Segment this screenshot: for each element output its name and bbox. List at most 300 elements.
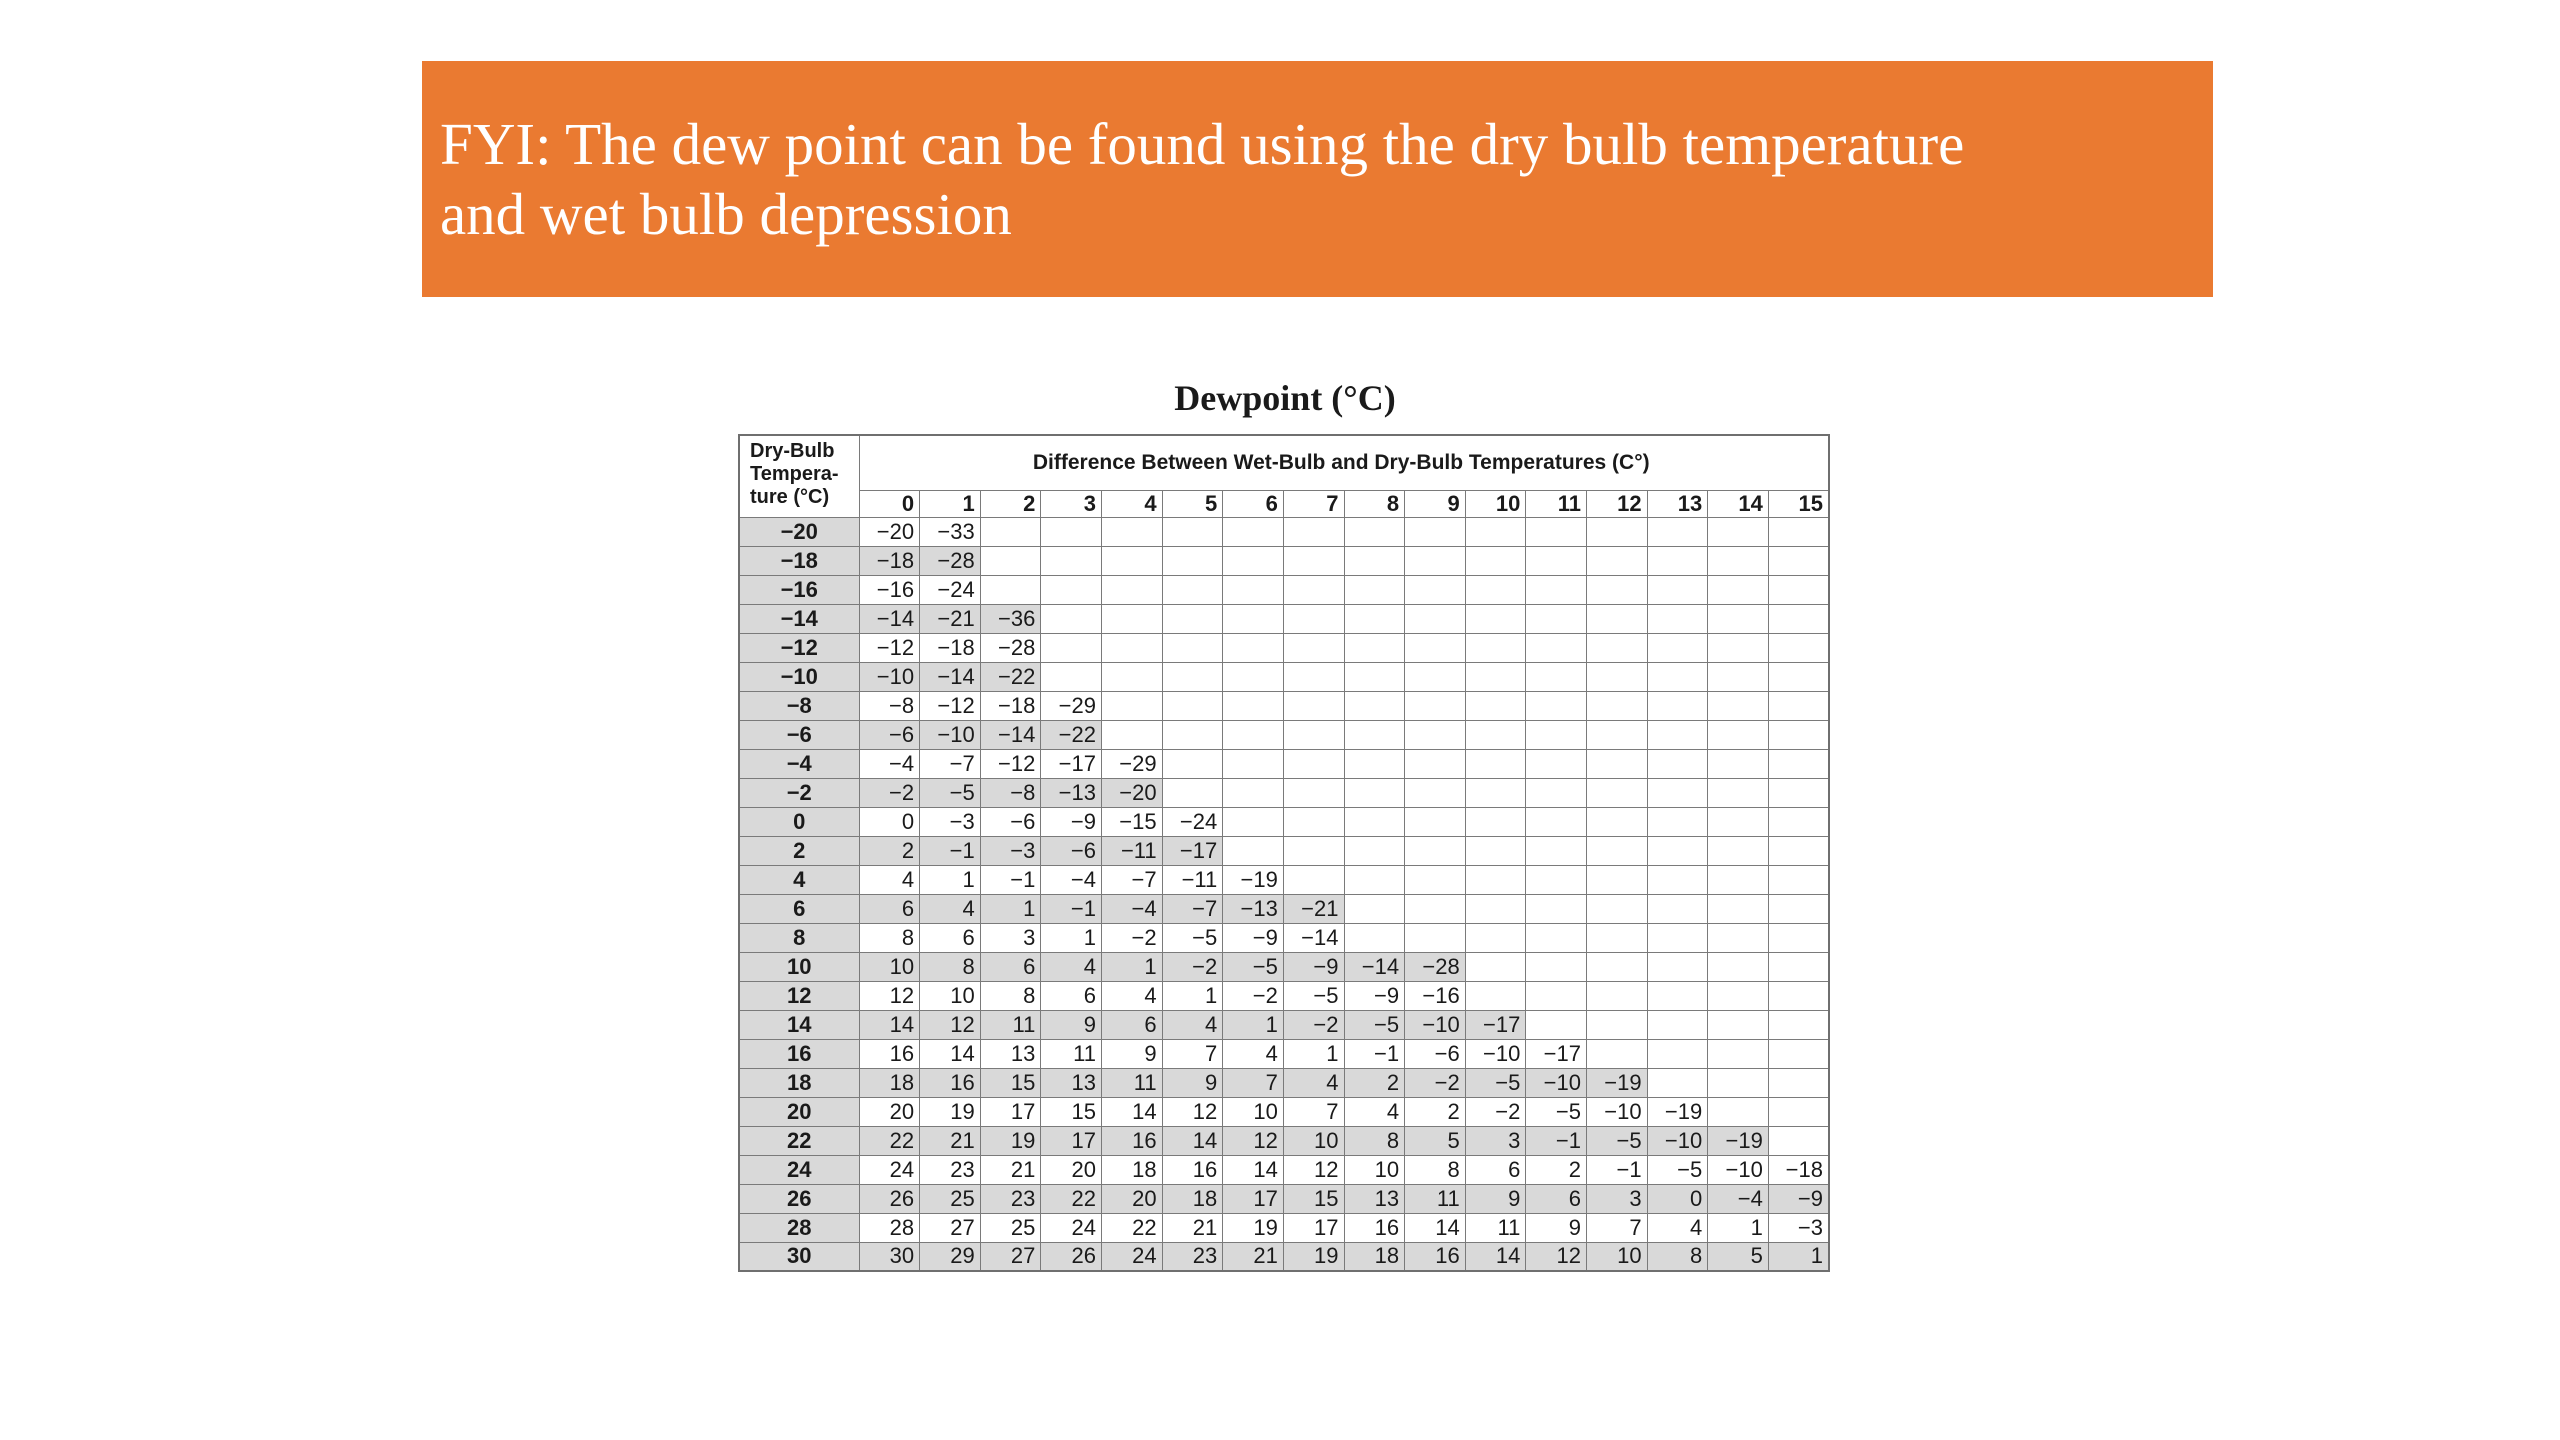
dewpoint-cell: −12 [980,749,1041,778]
column-header-row [739,490,1829,517]
dewpoint-cell: −4 [859,749,920,778]
dewpoint-cell: −2 [1223,981,1284,1010]
dewpoint-cell: 12 [1283,1155,1344,1184]
dry-bulb-cell: 12 [739,981,859,1010]
dewpoint-cell: −5 [1344,1010,1405,1039]
dewpoint-cell: 4 [859,865,920,894]
empty-cell [1526,807,1587,836]
empty-cell [1587,923,1648,952]
dewpoint-cell: 1 [1223,1010,1284,1039]
empty-cell [1708,1068,1769,1097]
empty-cell [1768,546,1829,575]
dewpoint-cell: 3 [1587,1184,1648,1213]
dewpoint-cell: 1 [1768,1242,1829,1271]
dewpoint-table [738,434,1830,1272]
dewpoint-cell: 10 [1587,1242,1648,1271]
dewpoint-cell: −9 [1223,923,1284,952]
dewpoint-cell: 29 [920,1242,981,1271]
dry-bulb-cell: 2 [739,836,859,865]
empty-cell [1102,662,1163,691]
dewpoint-cell: 18 [859,1068,920,1097]
empty-cell [1587,633,1648,662]
empty-cell [1283,778,1344,807]
dewpoint-cell: −5 [920,778,981,807]
dry-bulb-cell: 16 [739,1039,859,1068]
empty-cell [1283,807,1344,836]
dewpoint-cell: −21 [1283,894,1344,923]
table-row [739,981,1829,1010]
empty-cell [1647,633,1708,662]
dewpoint-cell: −28 [980,633,1041,662]
dewpoint-cell: −19 [1647,1097,1708,1126]
empty-cell [1465,749,1526,778]
dewpoint-cell: 11 [1041,1039,1102,1068]
empty-cell [1041,604,1102,633]
empty-cell [1223,720,1284,749]
empty-cell [1647,1010,1708,1039]
column-header-15: 15 [1768,490,1829,517]
empty-cell [1647,981,1708,1010]
empty-cell [1647,836,1708,865]
empty-cell [1587,1010,1648,1039]
dewpoint-cell: 4 [1344,1097,1405,1126]
dry-bulb-cell: 14 [739,1010,859,1039]
empty-cell [1708,952,1769,981]
empty-cell [1768,633,1829,662]
dewpoint-cell: −3 [920,807,981,836]
empty-cell [1587,836,1648,865]
dewpoint-cell: 16 [859,1039,920,1068]
dewpoint-cell: 8 [1647,1242,1708,1271]
dry-bulb-cell: −20 [739,517,859,546]
dewpoint-cell: 24 [859,1155,920,1184]
dewpoint-cell: 25 [980,1213,1041,1242]
dewpoint-cell: 1 [1162,981,1223,1010]
dewpoint-cell: 1 [1102,952,1163,981]
dewpoint-cell: −5 [1162,923,1223,952]
dewpoint-cell: 13 [980,1039,1041,1068]
column-header-13: 13 [1647,490,1708,517]
dewpoint-cell: −21 [920,604,981,633]
empty-cell [1465,604,1526,633]
column-header-3: 3 [1041,490,1102,517]
empty-cell [1647,952,1708,981]
dewpoint-cell: 4 [1283,1068,1344,1097]
empty-cell [1647,894,1708,923]
dewpoint-cell: −10 [1647,1126,1708,1155]
dewpoint-cell: −16 [859,575,920,604]
table-row [739,836,1829,865]
empty-cell [1526,836,1587,865]
empty-cell [1647,604,1708,633]
empty-cell [1344,778,1405,807]
empty-cell [1405,865,1466,894]
empty-cell [1708,1097,1769,1126]
empty-cell [1587,894,1648,923]
empty-cell [1405,575,1466,604]
dry-bulb-cell: 22 [739,1126,859,1155]
empty-cell [1162,720,1223,749]
empty-cell [1587,604,1648,633]
dewpoint-cell: 1 [920,865,981,894]
dewpoint-cell: −6 [859,720,920,749]
empty-cell [1162,604,1223,633]
dewpoint-cell: −1 [980,865,1041,894]
dewpoint-cell: 5 [1708,1242,1769,1271]
dewpoint-cell: −4 [1708,1184,1769,1213]
empty-cell [1526,923,1587,952]
empty-cell [1102,575,1163,604]
dewpoint-cell: 6 [980,952,1041,981]
dewpoint-cell: −9 [1768,1184,1829,1213]
table-row [739,604,1829,633]
dewpoint-cell: 12 [859,981,920,1010]
empty-cell [1587,517,1648,546]
dewpoint-cell: −10 [1526,1068,1587,1097]
dewpoint-cell: −1 [1041,894,1102,923]
dry-bulb-cell: −14 [739,604,859,633]
column-header-9: 9 [1405,490,1466,517]
empty-cell [1344,923,1405,952]
dewpoint-cell: 21 [1223,1242,1284,1271]
dry-bulb-cell: 26 [739,1184,859,1213]
dewpoint-cell: 12 [1223,1126,1284,1155]
dewpoint-cell: −3 [980,836,1041,865]
empty-cell [1465,894,1526,923]
empty-cell [1768,604,1829,633]
dry-bulb-cell: 10 [739,952,859,981]
dewpoint-cell: 8 [920,952,981,981]
dry-bulb-header-label: Dry-Bulb Tempera- ture (°C) [750,440,839,508]
dry-bulb-cell: −12 [739,633,859,662]
empty-cell [1768,923,1829,952]
empty-cell [1344,807,1405,836]
empty-cell [1647,662,1708,691]
dewpoint-cell: −14 [859,604,920,633]
dry-bulb-cell: 4 [739,865,859,894]
empty-cell [1647,517,1708,546]
dewpoint-cell: −5 [1647,1155,1708,1184]
dewpoint-cell: 4 [1223,1039,1284,1068]
empty-cell [1768,1068,1829,1097]
table-row [739,517,1829,546]
empty-cell [1708,923,1769,952]
empty-cell [1223,691,1284,720]
empty-cell [1344,691,1405,720]
column-header-4: 4 [1102,490,1163,517]
column-header-2: 2 [980,490,1041,517]
table-row [739,546,1829,575]
column-header-8: 8 [1344,490,1405,517]
empty-cell [1162,517,1223,546]
dewpoint-cell: 21 [1162,1213,1223,1242]
empty-cell [1526,952,1587,981]
empty-cell [1768,1010,1829,1039]
empty-cell [1708,894,1769,923]
dewpoint-cell: −14 [920,662,981,691]
table-row [739,720,1829,749]
dewpoint-cell: 15 [980,1068,1041,1097]
empty-cell [1465,720,1526,749]
dry-bulb-header [739,435,859,517]
dewpoint-cell: 6 [920,923,981,952]
dewpoint-cell: −5 [1587,1126,1648,1155]
column-header-5: 5 [1162,490,1223,517]
dewpoint-cell: 9 [1041,1010,1102,1039]
empty-cell [1708,604,1769,633]
dry-bulb-cell: 24 [739,1155,859,1184]
dewpoint-cell: −6 [1041,836,1102,865]
dewpoint-cell: 28 [859,1213,920,1242]
dewpoint-cell: 19 [1223,1213,1284,1242]
empty-cell [1344,546,1405,575]
empty-cell [1768,952,1829,981]
dewpoint-cell: −10 [1465,1039,1526,1068]
empty-cell [1708,1039,1769,1068]
empty-cell [1587,981,1648,1010]
empty-cell [1344,720,1405,749]
table-row [739,1039,1829,1068]
dewpoint-cell: 11 [1405,1184,1466,1213]
dewpoint-cell: −33 [920,517,981,546]
dewpoint-cell: −10 [1587,1097,1648,1126]
dewpoint-cell: −9 [1283,952,1344,981]
empty-cell [1526,865,1587,894]
empty-cell [1465,923,1526,952]
dewpoint-cell: 7 [1162,1039,1223,1068]
dewpoint-cell: 21 [920,1126,981,1155]
dewpoint-cell: 1 [1708,1213,1769,1242]
empty-cell [1283,575,1344,604]
dewpoint-cell: −17 [1526,1039,1587,1068]
empty-cell [1465,981,1526,1010]
empty-cell [1162,749,1223,778]
empty-cell [1102,720,1163,749]
dewpoint-cell: 15 [1283,1184,1344,1213]
dewpoint-cell: 0 [1647,1184,1708,1213]
empty-cell [1708,807,1769,836]
dewpoint-cell: 3 [1465,1126,1526,1155]
table-row [739,749,1829,778]
empty-cell [1768,691,1829,720]
empty-cell [1041,517,1102,546]
empty-cell [1465,691,1526,720]
empty-cell [1465,575,1526,604]
dewpoint-cell: −13 [1041,778,1102,807]
dewpoint-cell: 4 [1162,1010,1223,1039]
dewpoint-cell: 4 [1102,981,1163,1010]
dewpoint-cell: 2 [1405,1097,1466,1126]
dewpoint-cell: −2 [1465,1097,1526,1126]
empty-cell [1344,894,1405,923]
dewpoint-cell: −18 [859,546,920,575]
dewpoint-cell: 4 [1647,1213,1708,1242]
dewpoint-cell: 5 [1405,1126,1466,1155]
table-row [739,1126,1829,1155]
table-row [739,1155,1829,1184]
empty-cell [1647,1039,1708,1068]
dewpoint-cell: −29 [1102,749,1163,778]
empty-cell [980,575,1041,604]
dewpoint-cell: −1 [1587,1155,1648,1184]
column-header-6: 6 [1223,490,1284,517]
dewpoint-cell: −4 [1102,894,1163,923]
column-header-7: 7 [1283,490,1344,517]
dewpoint-cell: 12 [920,1010,981,1039]
dewpoint-cell: 13 [1041,1068,1102,1097]
empty-cell [1768,836,1829,865]
empty-cell [1587,575,1648,604]
dewpoint-cell: 12 [1526,1242,1587,1271]
dewpoint-cell: −22 [1041,720,1102,749]
empty-cell [1708,633,1769,662]
empty-cell [1223,575,1284,604]
dewpoint-cell: 0 [859,807,920,836]
dewpoint-cell: 16 [1405,1242,1466,1271]
empty-cell [1647,575,1708,604]
dewpoint-cell: 19 [920,1097,981,1126]
dewpoint-cell: 14 [1465,1242,1526,1271]
dewpoint-cell: 8 [1344,1126,1405,1155]
empty-cell [1223,604,1284,633]
dewpoint-cell: 14 [1162,1126,1223,1155]
empty-cell [1344,517,1405,546]
empty-cell [1283,691,1344,720]
dewpoint-cell: −11 [1162,865,1223,894]
empty-cell [980,546,1041,575]
dry-bulb-cell: −10 [739,662,859,691]
empty-cell [1162,546,1223,575]
empty-cell [1587,778,1648,807]
dewpoint-cell: 18 [1162,1184,1223,1213]
dewpoint-cell: 4 [920,894,981,923]
empty-cell [1768,981,1829,1010]
empty-cell [1526,1010,1587,1039]
empty-cell [1768,778,1829,807]
dewpoint-cell: −5 [1465,1068,1526,1097]
dewpoint-cell: 9 [1526,1213,1587,1242]
empty-cell [1465,517,1526,546]
title-banner [422,61,2213,297]
table-row [739,575,1829,604]
empty-cell [1465,778,1526,807]
empty-cell [1768,749,1829,778]
empty-cell [1162,778,1223,807]
dewpoint-cell: 19 [980,1126,1041,1155]
empty-cell [1041,575,1102,604]
dewpoint-cell: 14 [920,1039,981,1068]
dewpoint-cell: −2 [1162,952,1223,981]
empty-cell [1405,604,1466,633]
empty-cell [1223,517,1284,546]
dewpoint-cell: −5 [1283,981,1344,1010]
empty-cell [1405,633,1466,662]
dewpoint-cell: −6 [980,807,1041,836]
empty-cell [1223,836,1284,865]
empty-cell [1708,836,1769,865]
empty-cell [1223,546,1284,575]
dewpoint-cell: −5 [1223,952,1284,981]
dewpoint-cell: −1 [920,836,981,865]
dewpoint-cell: 23 [920,1155,981,1184]
empty-cell [1526,662,1587,691]
empty-cell [1344,575,1405,604]
dewpoint-cell: −36 [980,604,1041,633]
dry-bulb-cell: −18 [739,546,859,575]
empty-cell [1526,633,1587,662]
dewpoint-cell: 16 [1344,1213,1405,1242]
dewpoint-cell: −7 [1162,894,1223,923]
empty-cell [1526,749,1587,778]
dewpoint-cell: 9 [1465,1184,1526,1213]
dewpoint-cell: 1 [1283,1039,1344,1068]
empty-cell [1041,633,1102,662]
empty-cell [1344,633,1405,662]
empty-cell [1526,981,1587,1010]
dewpoint-cell: −5 [1526,1097,1587,1126]
empty-cell [1647,865,1708,894]
empty-cell [1162,575,1223,604]
dewpoint-cell: 12 [1162,1097,1223,1126]
dewpoint-cell: 27 [980,1242,1041,1271]
empty-cell [1768,807,1829,836]
empty-cell [1526,604,1587,633]
empty-cell [1283,865,1344,894]
dewpoint-cell: 9 [1102,1039,1163,1068]
empty-cell [1223,749,1284,778]
dewpoint-cell: 18 [1344,1242,1405,1271]
dewpoint-cell: 22 [859,1126,920,1155]
dewpoint-cell: 3 [980,923,1041,952]
table-row [739,1010,1829,1039]
empty-cell [1465,662,1526,691]
empty-cell [1405,749,1466,778]
dewpoint-cell: 2 [859,836,920,865]
column-header-1: 1 [920,490,981,517]
dewpoint-cell: 22 [1102,1213,1163,1242]
table-row [739,865,1829,894]
dewpoint-cell: −22 [980,662,1041,691]
table-row [739,1068,1829,1097]
dry-bulb-cell: −8 [739,691,859,720]
empty-cell [1405,546,1466,575]
empty-cell [1405,517,1466,546]
table-row [739,691,1829,720]
empty-cell [1768,894,1829,923]
dewpoint-cell: −17 [1465,1010,1526,1039]
dewpoint-cell: −9 [1041,807,1102,836]
wet-bulb-depression-header: Difference Between Wet-Bulb and Dry-Bulb Temperatures (C°) [859,435,1829,490]
dewpoint-cell: −9 [1344,981,1405,1010]
column-header-12: 12 [1587,490,1648,517]
dewpoint-cell: −19 [1708,1126,1769,1155]
dewpoint-cell: 24 [1102,1242,1163,1271]
dewpoint-cell: −17 [1162,836,1223,865]
dewpoint-cell: −2 [1283,1010,1344,1039]
table-title: Dewpoint (°C) [1174,378,1396,418]
dewpoint-cell: 8 [859,923,920,952]
dewpoint-cell: 10 [1223,1097,1284,1126]
empty-cell [1405,836,1466,865]
dewpoint-cell: 19 [1283,1242,1344,1271]
empty-cell [1102,517,1163,546]
dewpoint-cell: 8 [980,981,1041,1010]
empty-cell [1102,604,1163,633]
empty-cell [1405,923,1466,952]
empty-cell [980,517,1041,546]
dewpoint-cell: 16 [1102,1126,1163,1155]
table-row [739,1242,1829,1271]
